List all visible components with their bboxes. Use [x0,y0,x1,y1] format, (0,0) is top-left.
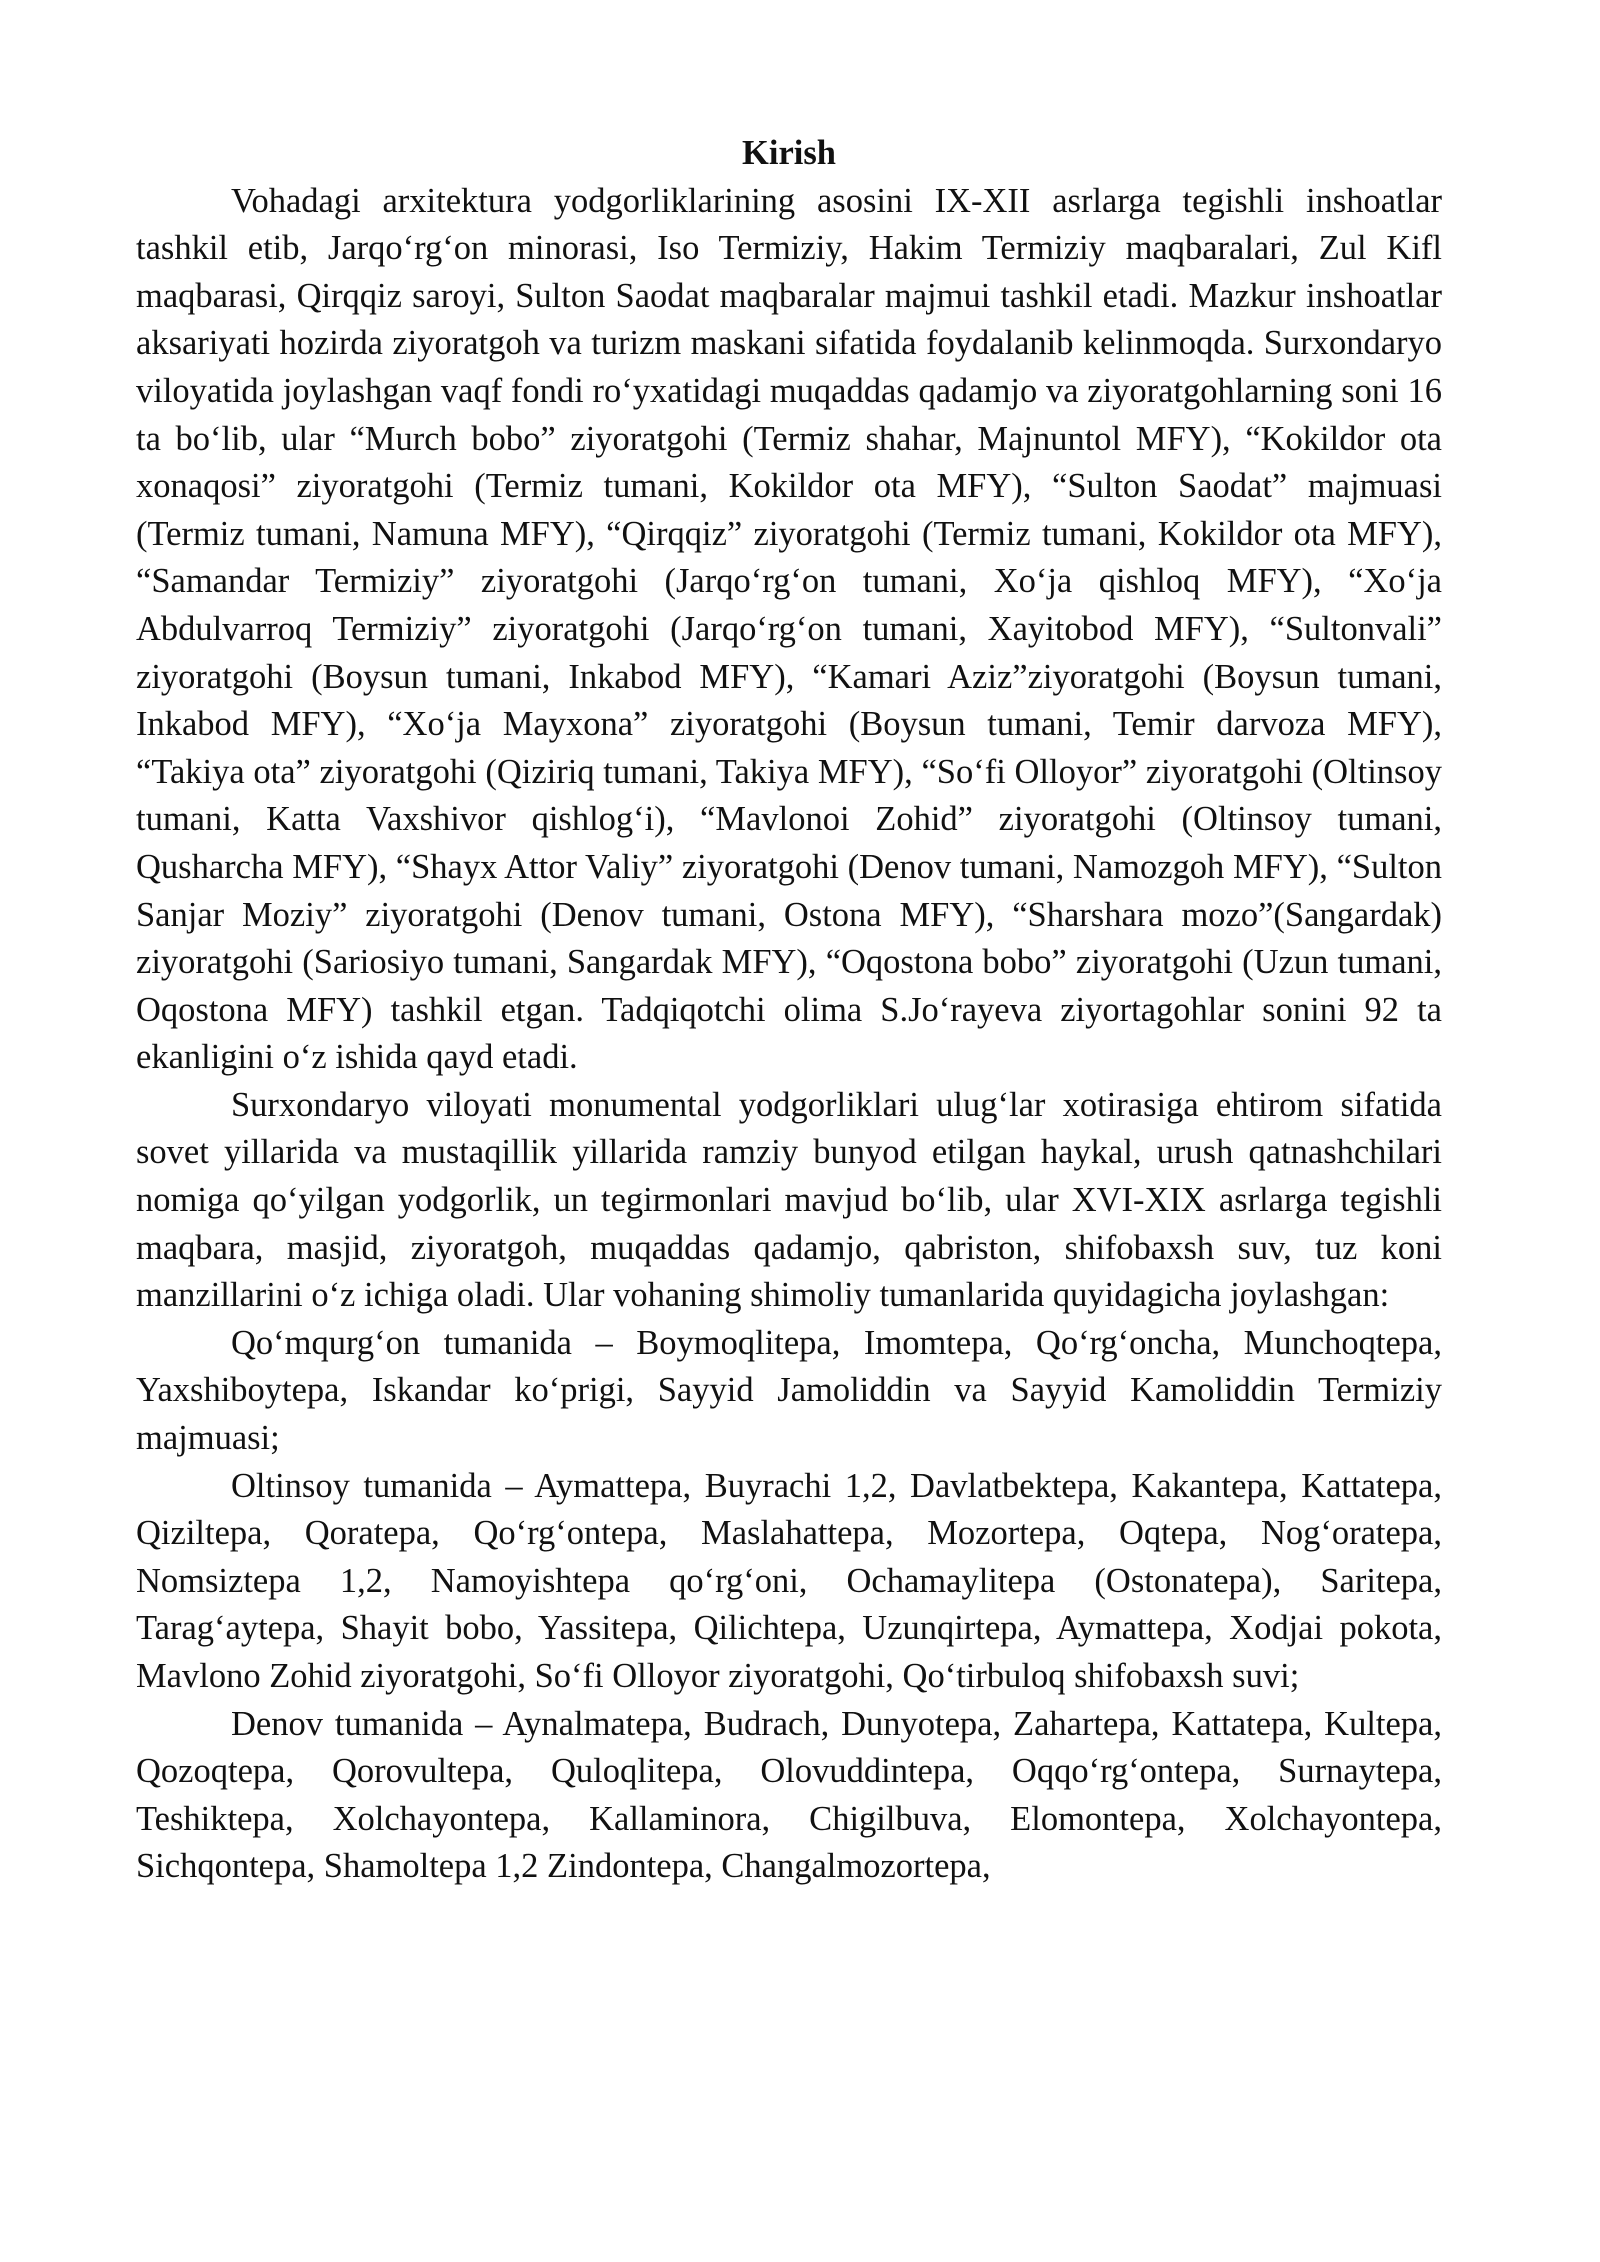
paragraph-oltinsoy: Oltinsoy tumanida – Aymattepa, Buyrachi 1,2, Davlatbektepa, Kakantepa, Kattatepa, Qiziltepa, Qoratepa, Qo‘rg‘ontepa, Maslahattepa, Mozortepa, Oqtepa, Nog‘oratepa, Nomsiztepa 1,2, Namoyishtepa qo‘rg‘oni, Ochamaylitepa (Ostonatepa), Saritepa, Tarag‘aytepa, Shayit bobo, Yassitepa, Qilichtepa, Uzunqirtepa, Aymattepa, Xodjai pokota, Mavlono Zohid ziyoratgohi, So‘fi Olloyor ziyoratgohi, Qo‘tirbuloq shifobaxsh suvi; [136,1466,1442,1695]
paragraph-denov: Denov tumanida – Aynalmatepa, Budrach, Dunyotepa, Zahartepa, Kattatepa, Kultepa, Qozoqtepa, Qorovultepa, Quloqlitepa, Olovuddintepa, Oqqo‘rg‘ontepa, Surnaytepa, Teshiktepa, Xolchayontepa, Kallaminora, Chigilbuva, Elomontepa, Xolchayontepa, Sichqontepa, Shamoltepa 1,2 Zindontepa, Changalmozortepa, [136,1704,1442,1886]
page-title: Kirish [742,134,836,172]
paragraph-intro: Vohadagi arxitektura yodgorliklarining asosini IX-XII asrlarga tegishli inshoatlar tashkil etib, Jarqo‘rg‘on minorasi, Iso Termiziy, Hakim Termiziy maqbaralari, Zul Kifl maqbarasi, Qirqqiz saroyi, Sulton Saodat maqbaralar majmui tashkil etadi. Mazkur inshoatlar aksariyati hozirda ziyoratgoh va turizm maskani sifatida foydalanib kelinmoqda. Surxondaryo viloyatida joylashgan vaqf fondi ro‘yxatidagi muqaddas qadamjo va ziyoratgohlarning soni 16 ta bo‘lib, ular “Murch bobo” ziyoratgohi (Termiz shahar, Majnuntol MFY), “Kokildor ota xonaqosi” ziyoratgohi (Termiz tumani, Kokildor ota MFY), “Sulton Saodat” majmuasi (Termiz tumani, Namuna MFY), “Qirqqiz” ziyoratgohi (Termiz tumani, Kokildor ota MFY), “Samandar Termiziy” ziyoratgohi (Jarqo‘rg‘on tumani, Xo‘ja qishloq MFY), “Xo‘ja Abdulvarroq Termiziy” ziyoratgohi (Jarqo‘rg‘on tumani, Xayitobod MFY), “Sultonvali” ziyoratgohi (Boysun tumani, Inkabod MFY), “Kamari Aziz”ziyoratgohi (Boysun tumani, Inkabod MFY), “Xo‘ja Mayxona” ziyoratgohi (Boysun tumani, Temir darvoza MFY), “Takiya ota” ziyoratgohi (Qiziriq tumani, Takiya MFY), “So‘fi Olloyor” ziyoratgohi (Oltinsoy tumani, Katta Vaxshivor qishlog‘i), “Mavlonoi Zohid” ziyoratgohi (Oltinsoy tumani, Qusharcha MFY), “Shayx Attor Valiy” ziyoratgohi (Denov tumani, Namozgoh MFY), “Sulton Sanjar Moziy” ziyoratgohi (Denov tumani, Ostona MFY), “Sharshara mozo”(Sangardak) ziyoratgohi (Sariosiyo tumani, Sangardak MFY), “Oqostona bobo” ziyoratgohi (Uzun tumani, Oqostona MFY) tashkil etgan. Tadqiqotchi olima S.Jo‘rayeva ziyortagohlar sonini 92 ta ekanligini o‘z ishida qayd etadi. [136,181,1442,1077]
paragraph-monuments: Surxondaryo viloyati monumental yodgorliklari ulug‘lar xotirasiga ehtirom sifatida sovet yillarida va mustaqillik yillarida ramziy bunyod etilgan haykal, urush qatnashchilari nomiga qo‘yilgan yodgorlik, un tegirmonlari mavjud bo‘lib, ular XVI-XIX asrlarga tegishli maqbara, masjid, ziyoratgoh, muqaddas qadamjo, qabriston, shifobaxsh suv, tuz koni manzillarini o‘z ichiga oladi. Ular vohaning shimoliy tumanlarida quyidagicha joylashgan: [136,1085,1442,1315]
paragraph-qumqurgon: Qo‘mqurg‘on tumanida – Boymoqlitepa, Imomtepa, Qo‘rg‘oncha, Munchoqtepa, Yaxshiboytepa, Iskandar ko‘prigi, Sayyid Jamoliddin va Sayyid Kamoliddin Termiziy majmuasi; [136,1323,1442,1458]
